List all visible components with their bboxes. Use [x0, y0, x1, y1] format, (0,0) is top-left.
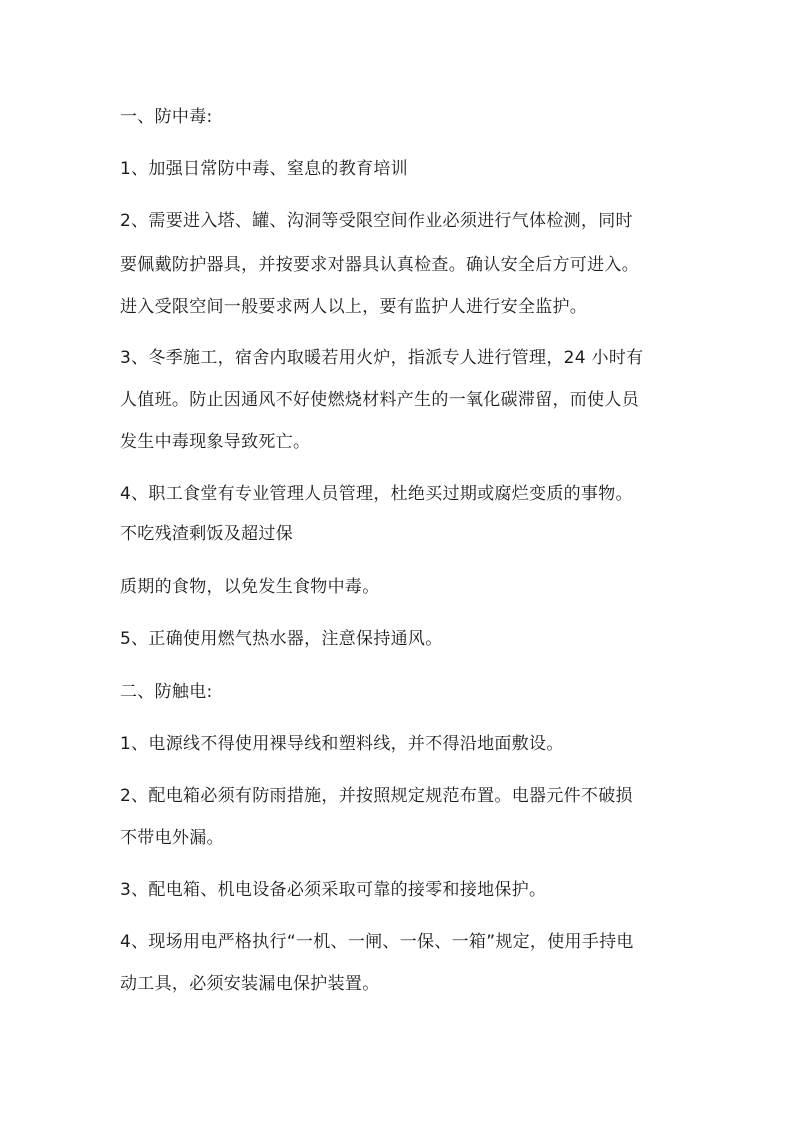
text-line: 动工具，必须安装漏电保护装置。 [120, 974, 380, 994]
text-line: 不吃残渣剩饭及超过保 [120, 524, 293, 544]
text-line: 3、配电箱、机电设备必须采取可靠的接零和接地保护。 [120, 880, 547, 900]
text-line: 4、现场用电严格执行“一机、一闸、一保、一箱”规定，使用手持电 [120, 932, 634, 952]
text-line: 4、职工食堂有专业管理人员管理，杜绝买过期或腐烂变质的事物。 [120, 484, 633, 504]
text-line: 质期的食物，以免发生食物中毒。 [120, 577, 380, 597]
text-line: 5、正确使用燃气热水器，注意保持通风。 [120, 629, 443, 649]
text-line: 1、加强日常防中毒、窒息的教育培训 [120, 159, 408, 179]
text-line: 2、配电箱必须有防雨措施，并按照规定规范布置。电器元件不破损 [120, 786, 633, 806]
section-heading-anti-poisoning: 一、防中毒: [120, 107, 213, 127]
text-line: 3、冬季施工，宿舍内取暖若用火炉，指派专人进行管理，24 小时有 [120, 348, 644, 368]
text-line: 不带电外漏。 [120, 828, 224, 848]
text-line: 2、需要进入塔、罐、沟洞等受限空间作业必须进行气体检测，同时 [120, 211, 633, 231]
text-line: 发生中毒现象导致死亡。 [120, 432, 311, 452]
section-heading-anti-electrocution: 二、防触电: [120, 682, 213, 702]
text-line: 人值班。防止因通风不好使燃烧材料产生的一氧化碳滞留，而使人员 [120, 390, 639, 410]
text-line: 要佩戴防护器具，并按要求对器具认真检查。确认安全后方可进入。 [120, 255, 639, 275]
text-line: 进入受限空间一般要求两人以上，要有监护人进行安全监护。 [120, 297, 588, 317]
text-line: 1、电源线不得使用裸导线和塑料线，并不得沿地面敷设。 [120, 734, 564, 754]
